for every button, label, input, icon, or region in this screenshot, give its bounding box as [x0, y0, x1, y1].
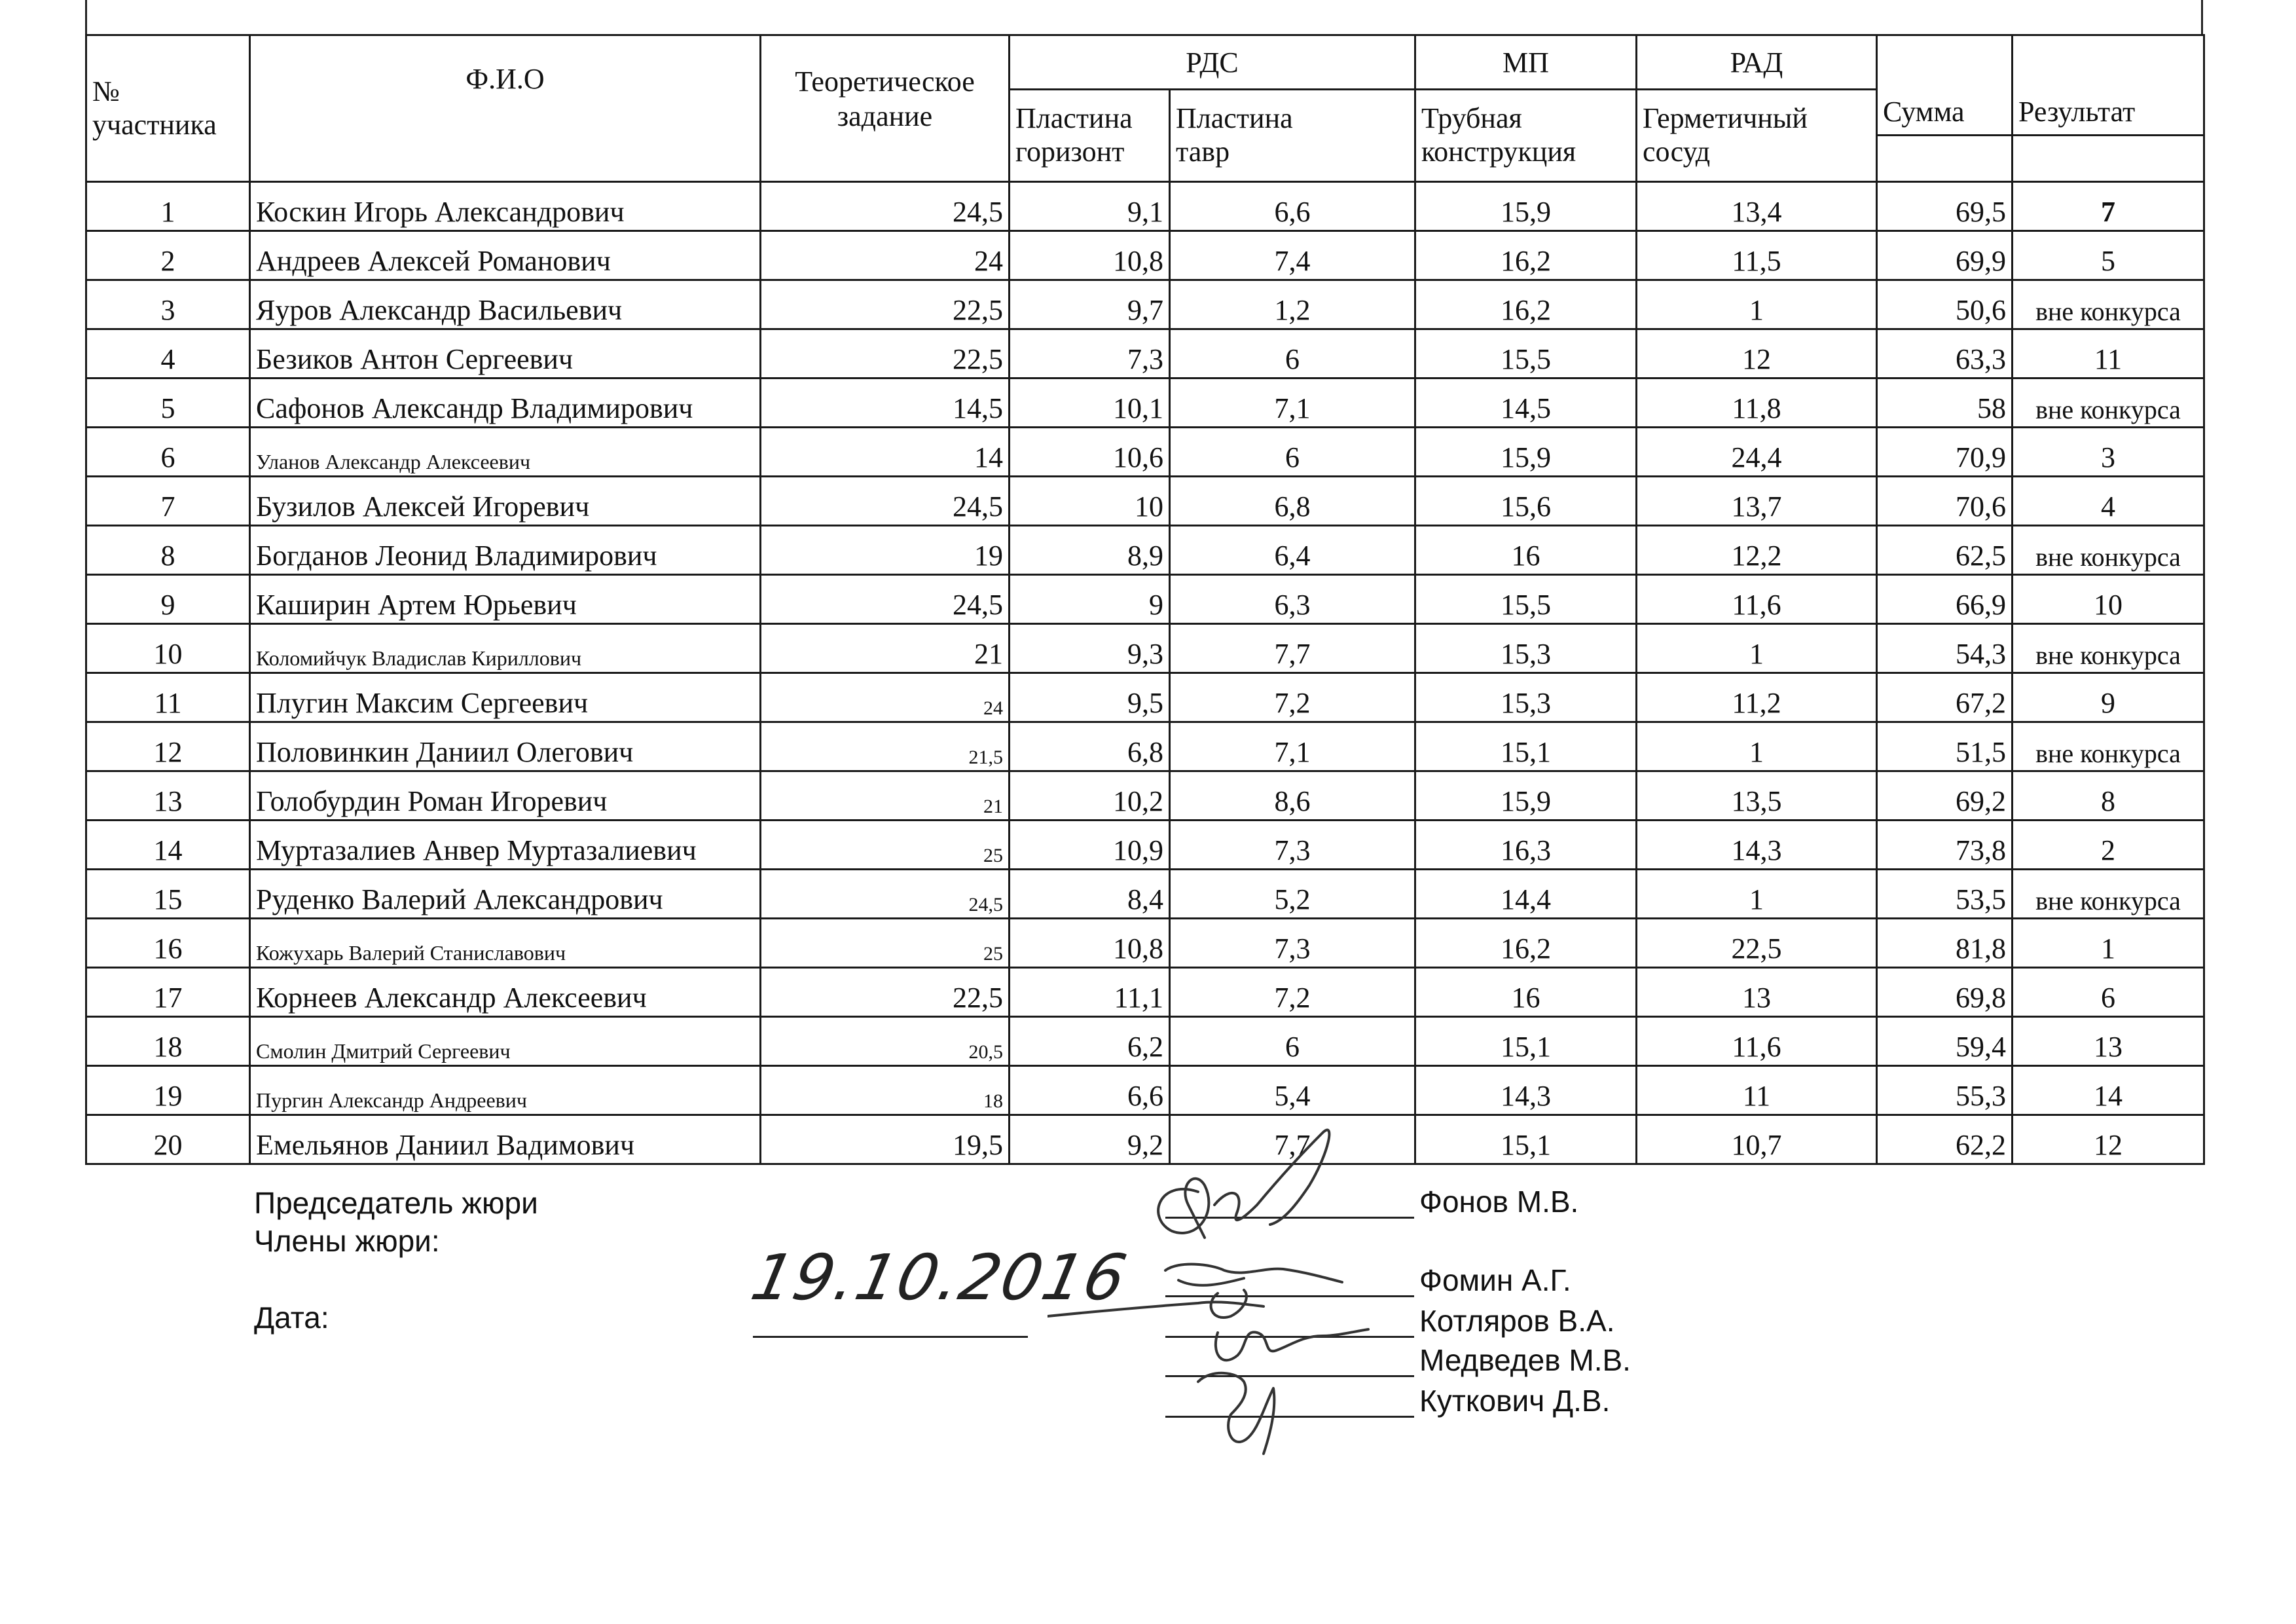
cell-sum: 69,2 — [1877, 771, 2013, 820]
cell-vessel: 13,4 — [1637, 181, 1877, 231]
chair-label: Председатель жюри — [254, 1186, 538, 1220]
cell-result: 4 — [2013, 476, 2204, 525]
cell-vessel: 11 — [1637, 1065, 1877, 1115]
header-rds: РДС — [1010, 35, 1415, 90]
cell-plate-tee: 6,6 — [1170, 181, 1415, 231]
cell-result: вне конкурса — [2013, 722, 2204, 771]
cell-result: 11 — [2013, 329, 2204, 378]
table-row — [86, 771, 2204, 820]
cell-number: 6 — [86, 427, 250, 476]
cell-number: 8 — [86, 525, 250, 574]
cell-vessel: 13 — [1637, 967, 1877, 1016]
cell-plate-tee: 6 — [1170, 427, 1415, 476]
cell-sum: 58 — [1877, 378, 2013, 427]
cell-plate-tee: 7,2 — [1170, 673, 1415, 722]
cell-plate-tee: 6 — [1170, 329, 1415, 378]
cell-vessel: 22,5 — [1637, 918, 1877, 967]
cell-pipe: 15,6 — [1415, 476, 1637, 525]
header-vessel-line2: сосуд — [1637, 135, 1877, 181]
cell-theory: 20,5 — [761, 1016, 1010, 1065]
cell-pipe: 16,2 — [1415, 231, 1637, 280]
cell-pipe: 15,9 — [1415, 181, 1637, 231]
member-name-2: Котляров В.А. — [1419, 1304, 1615, 1338]
cell-plate-horizontal: 10 — [1010, 476, 1170, 525]
cell-name: Яуров Александр Васильевич — [250, 280, 761, 329]
header-result-top — [2013, 35, 2204, 90]
cell-plate-horizontal: 8,9 — [1010, 525, 1170, 574]
cell-plate-tee: 8,6 — [1170, 771, 1415, 820]
cell-plate-horizontal: 6,6 — [1010, 1065, 1170, 1115]
cell-number: 15 — [86, 869, 250, 918]
cell-sum: 81,8 — [1877, 918, 2013, 967]
cell-sum: 70,9 — [1877, 427, 2013, 476]
page-border-right — [2201, 0, 2203, 34]
cell-result: вне конкурса — [2013, 525, 2204, 574]
cell-sum: 70,6 — [1877, 476, 2013, 525]
cell-sum: 55,3 — [1877, 1065, 2013, 1115]
cell-result: вне конкурса — [2013, 378, 2204, 427]
results-table — [85, 34, 2205, 1165]
header-theory-line2: задание — [837, 100, 933, 132]
cell-plate-horizontal: 9,3 — [1010, 623, 1170, 673]
cell-name: Богданов Леонид Владимирович — [250, 525, 761, 574]
cell-pipe: 15,9 — [1415, 427, 1637, 476]
cell-plate-tee: 6,8 — [1170, 476, 1415, 525]
cell-name: Половинкин Даниил Олегович — [250, 722, 761, 771]
cell-sum: 67,2 — [1877, 673, 2013, 722]
cell-pipe: 16 — [1415, 967, 1637, 1016]
cell-theory: 24,5 — [761, 181, 1010, 231]
member2-signature — [1048, 1290, 1264, 1318]
header-number — [86, 35, 250, 182]
header-rad: РАД — [1637, 35, 1877, 90]
cell-plate-horizontal: 10,6 — [1010, 427, 1170, 476]
cell-vessel: 10,7 — [1637, 1115, 1877, 1164]
cell-vessel: 1 — [1637, 280, 1877, 329]
cell-theory: 24 — [761, 673, 1010, 722]
cell-number: 9 — [86, 574, 250, 623]
table-row — [86, 722, 2204, 771]
table-row — [86, 378, 2204, 427]
cell-result: 2 — [2013, 820, 2204, 869]
cell-name: Коломийчук Владислав Кириллович — [250, 623, 761, 673]
cell-result: 12 — [2013, 1115, 2204, 1164]
results-rows — [86, 181, 2204, 1164]
table-row — [86, 476, 2204, 525]
cell-sum: 59,4 — [1877, 1016, 2013, 1065]
member4-signature — [1198, 1373, 1274, 1454]
cell-sum: 62,5 — [1877, 525, 2013, 574]
cell-result: 8 — [2013, 771, 2204, 820]
cell-plate-tee: 7,1 — [1170, 378, 1415, 427]
cell-name: Каширин Артем Юрьевич — [250, 574, 761, 623]
cell-number: 10 — [86, 623, 250, 673]
cell-name: Голобурдин Роман Игоревич — [250, 771, 761, 820]
member-name-4: Куткович Д.В. — [1419, 1384, 1611, 1418]
cell-plate-horizontal: 10,9 — [1010, 820, 1170, 869]
cell-plate-horizontal: 7,3 — [1010, 329, 1170, 378]
member-name-3: Медведев М.В. — [1419, 1343, 1631, 1377]
date-handwritten: 19.10.2016 — [745, 1241, 1134, 1314]
cell-number: 14 — [86, 820, 250, 869]
cell-plate-horizontal: 11,1 — [1010, 967, 1170, 1016]
header-plate1-line1: Пластина — [1010, 90, 1170, 136]
cell-plate-horizontal: 10,1 — [1010, 378, 1170, 427]
cell-result: 6 — [2013, 967, 2204, 1016]
header-plate2-line1: Пластина — [1170, 90, 1415, 136]
cell-plate-horizontal: 9,1 — [1010, 181, 1170, 231]
cell-sum: 54,3 — [1877, 623, 2013, 673]
cell-pipe: 15,3 — [1415, 623, 1637, 673]
cell-theory: 25 — [761, 820, 1010, 869]
cell-sum: 69,9 — [1877, 231, 2013, 280]
chair-name: Фонов М.В. — [1419, 1185, 1579, 1219]
cell-plate-horizontal: 9,5 — [1010, 673, 1170, 722]
cell-pipe: 14,5 — [1415, 378, 1637, 427]
cell-name: Коскин Игорь Александрович — [250, 181, 761, 231]
cell-theory: 21 — [761, 771, 1010, 820]
cell-pipe: 16 — [1415, 525, 1637, 574]
cell-vessel: 12,2 — [1637, 525, 1877, 574]
cell-name: Андреев Алексей Романович — [250, 231, 761, 280]
header-fio-label: Ф.И.О — [465, 63, 545, 95]
cell-name: Бузилов Алексей Игоревич — [250, 476, 761, 525]
table-row — [86, 231, 2204, 280]
header-sum: Сумма — [1877, 90, 2013, 136]
member-name-1: Фомин А.Г. — [1419, 1263, 1571, 1297]
cell-plate-tee: 7,1 — [1170, 722, 1415, 771]
cell-plate-tee: 7,3 — [1170, 820, 1415, 869]
cell-result: 7 — [2013, 181, 2204, 231]
cell-plate-tee: 1,2 — [1170, 280, 1415, 329]
cell-name: Безиков Антон Сергеевич — [250, 329, 761, 378]
cell-sum: 53,5 — [1877, 869, 2013, 918]
cell-theory: 21,5 — [761, 722, 1010, 771]
cell-vessel: 11,2 — [1637, 673, 1877, 722]
header-result: Результат — [2013, 90, 2204, 136]
cell-number: 1 — [86, 181, 250, 231]
cell-theory: 24,5 — [761, 476, 1010, 525]
cell-vessel: 1 — [1637, 869, 1877, 918]
cell-plate-horizontal: 9,7 — [1010, 280, 1170, 329]
chair-signature — [1158, 1130, 1329, 1238]
date-label: Дата: — [254, 1301, 329, 1335]
header-mp: МП — [1415, 35, 1637, 90]
header-result-bottom — [2013, 135, 2204, 181]
cell-theory: 24,5 — [761, 869, 1010, 918]
cell-pipe: 16,2 — [1415, 280, 1637, 329]
date-underline — [753, 1336, 1028, 1338]
table-row — [86, 623, 2204, 673]
cell-vessel: 11,5 — [1637, 231, 1877, 280]
cell-result: 13 — [2013, 1016, 2204, 1065]
cell-plate-horizontal: 10,8 — [1010, 918, 1170, 967]
cell-vessel: 12 — [1637, 329, 1877, 378]
cell-theory: 22,5 — [761, 329, 1010, 378]
table-row — [86, 329, 2204, 378]
cell-name: Смолин Дмитрий Сергеевич — [250, 1016, 761, 1065]
cell-number: 12 — [86, 722, 250, 771]
header-sum-bottom — [1877, 135, 2013, 181]
cell-theory: 14 — [761, 427, 1010, 476]
cell-plate-horizontal: 6,2 — [1010, 1016, 1170, 1065]
signatures-scribble — [1048, 1107, 1414, 1473]
cell-plate-tee: 6,4 — [1170, 525, 1415, 574]
cell-number: 17 — [86, 967, 250, 1016]
cell-plate-tee: 7,2 — [1170, 967, 1415, 1016]
cell-result: 14 — [2013, 1065, 2204, 1115]
cell-number: 7 — [86, 476, 250, 525]
members-label: Члены жюри: — [254, 1224, 440, 1258]
cell-name: Пургин Александр Андреевич — [250, 1065, 761, 1115]
table-row — [86, 427, 2204, 476]
cell-vessel: 1 — [1637, 722, 1877, 771]
cell-number: 19 — [86, 1065, 250, 1115]
header-plate2-line2: тавр — [1170, 135, 1415, 181]
cell-plate-horizontal: 6,8 — [1010, 722, 1170, 771]
cell-number: 2 — [86, 231, 250, 280]
cell-pipe: 14,4 — [1415, 869, 1637, 918]
cell-number: 16 — [86, 918, 250, 967]
cell-vessel: 1 — [1637, 623, 1877, 673]
cell-number: 4 — [86, 329, 250, 378]
cell-plate-horizontal: 8,4 — [1010, 869, 1170, 918]
cell-plate-horizontal: 10,8 — [1010, 231, 1170, 280]
cell-plate-horizontal: 9 — [1010, 574, 1170, 623]
cell-theory: 19,5 — [761, 1115, 1010, 1164]
cell-number: 5 — [86, 378, 250, 427]
table-row — [86, 918, 2204, 967]
cell-plate-tee: 6,3 — [1170, 574, 1415, 623]
cell-vessel: 13,5 — [1637, 771, 1877, 820]
cell-plate-tee: 7,7 — [1170, 1115, 1415, 1164]
cell-theory: 22,5 — [761, 967, 1010, 1016]
header-vessel-line1: Герметичный — [1637, 90, 1877, 136]
cell-sum: 66,9 — [1877, 574, 2013, 623]
cell-plate-horizontal: 10,2 — [1010, 771, 1170, 820]
header-number-symbol: № — [92, 75, 120, 108]
cell-result: вне конкурса — [2013, 869, 2204, 918]
header-theory — [761, 35, 1010, 182]
cell-number: 13 — [86, 771, 250, 820]
cell-theory: 24,5 — [761, 574, 1010, 623]
cell-theory: 25 — [761, 918, 1010, 967]
cell-name: Плугин Максим Сергеевич — [250, 673, 761, 722]
cell-pipe: 15,5 — [1415, 574, 1637, 623]
cell-plate-tee: 5,2 — [1170, 869, 1415, 918]
cell-theory: 14,5 — [761, 378, 1010, 427]
header-pipe-line2: конструкция — [1415, 135, 1637, 181]
cell-plate-tee: 6 — [1170, 1016, 1415, 1065]
table-row — [86, 574, 2204, 623]
cell-vessel: 11,8 — [1637, 378, 1877, 427]
cell-result: 5 — [2013, 231, 2204, 280]
cell-plate-tee: 7,4 — [1170, 231, 1415, 280]
cell-vessel: 24,4 — [1637, 427, 1877, 476]
cell-plate-horizontal: 9,2 — [1010, 1115, 1170, 1164]
cell-sum: 50,6 — [1877, 280, 2013, 329]
table-row — [86, 673, 2204, 722]
cell-pipe: 15,9 — [1415, 771, 1637, 820]
table-row — [86, 181, 2204, 231]
cell-sum: 69,8 — [1877, 967, 2013, 1016]
table-row — [86, 1016, 2204, 1065]
cell-pipe: 15,1 — [1415, 1115, 1637, 1164]
cell-sum: 62,2 — [1877, 1115, 2013, 1164]
cell-pipe: 14,3 — [1415, 1065, 1637, 1115]
member1-signature — [1165, 1264, 1342, 1285]
cell-theory: 18 — [761, 1065, 1010, 1115]
cell-number: 18 — [86, 1016, 250, 1065]
cell-pipe: 15,1 — [1415, 722, 1637, 771]
cell-vessel: 13,7 — [1637, 476, 1877, 525]
cell-theory: 19 — [761, 525, 1010, 574]
member3-signature — [1216, 1329, 1368, 1360]
table-row — [86, 820, 2204, 869]
cell-sum: 69,5 — [1877, 181, 2013, 231]
cell-sum: 73,8 — [1877, 820, 2013, 869]
cell-number: 11 — [86, 673, 250, 722]
cell-pipe: 15,5 — [1415, 329, 1637, 378]
table-row — [86, 280, 2204, 329]
cell-result: 9 — [2013, 673, 2204, 722]
cell-name: Муртазалиев Анвер Муртазалиевич — [250, 820, 761, 869]
cell-pipe: 16,3 — [1415, 820, 1637, 869]
cell-sum: 63,3 — [1877, 329, 2013, 378]
header-pipe-line1: Трубная — [1415, 90, 1637, 136]
header-number-sub: участника — [92, 109, 217, 141]
cell-vessel: 11,6 — [1637, 574, 1877, 623]
cell-theory: 24 — [761, 231, 1010, 280]
cell-pipe: 15,1 — [1415, 1016, 1637, 1065]
table-row — [86, 869, 2204, 918]
cell-result: 10 — [2013, 574, 2204, 623]
table-row — [86, 525, 2204, 574]
cell-name: Корнеев Александр Алексеевич — [250, 967, 761, 1016]
cell-pipe: 15,3 — [1415, 673, 1637, 722]
cell-plate-tee: 7,3 — [1170, 918, 1415, 967]
cell-name: Кожухарь Валерий Станиславович — [250, 918, 761, 967]
cell-result: 3 — [2013, 427, 2204, 476]
page-border-left — [85, 0, 87, 34]
cell-theory: 21 — [761, 623, 1010, 673]
table-row — [86, 967, 2204, 1016]
cell-vessel: 11,6 — [1637, 1016, 1877, 1065]
cell-result: вне конкурса — [2013, 280, 2204, 329]
cell-plate-tee: 7,7 — [1170, 623, 1415, 673]
header-plate1-line2: горизонт — [1010, 135, 1170, 181]
cell-name: Емельянов Даниил Вадимович — [250, 1115, 761, 1164]
header-theory-line1: Теоретическое — [795, 65, 975, 98]
cell-name: Уланов Александр Алексеевич — [250, 427, 761, 476]
cell-name: Сафонов Александр Владимирович — [250, 378, 761, 427]
cell-theory: 22,5 — [761, 280, 1010, 329]
cell-pipe: 16,2 — [1415, 918, 1637, 967]
header-sum-top — [1877, 35, 2013, 90]
header-fio — [250, 35, 761, 182]
cell-sum: 51,5 — [1877, 722, 2013, 771]
cell-plate-tee: 5,4 — [1170, 1065, 1415, 1115]
cell-result: вне конкурса — [2013, 623, 2204, 673]
cell-vessel: 14,3 — [1637, 820, 1877, 869]
cell-result: 1 — [2013, 918, 2204, 967]
cell-number: 3 — [86, 280, 250, 329]
cell-name: Руденко Валерий Александрович — [250, 869, 761, 918]
cell-number: 20 — [86, 1115, 250, 1164]
